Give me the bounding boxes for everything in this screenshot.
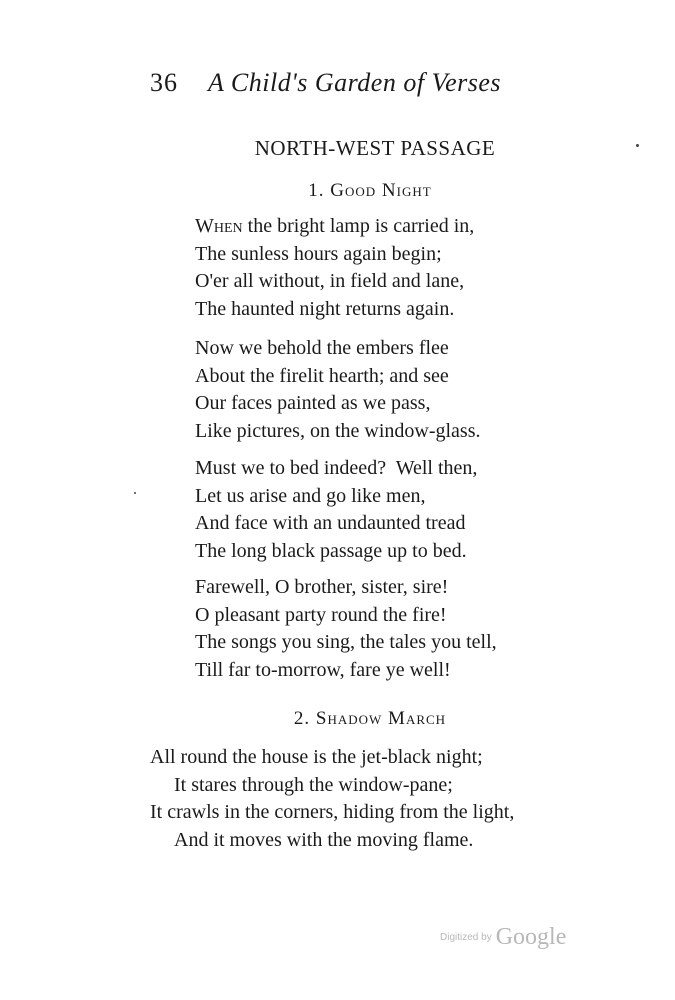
ink-speck [636,144,639,147]
page-number: 36 [150,68,178,97]
poem-title: NORTH-WEST PASSAGE [254,136,496,160]
stanza-line: It crawls in the corners, hiding from the light, [150,801,515,823]
digitized-watermark [440,924,566,951]
stanza-line: Our faces painted as we pass, [195,392,431,414]
stanza-line: The songs you sing, the tales you tell, [195,631,497,653]
stanza-3 [195,455,575,565]
stanza-line: Must we to bed indeed? Well then, [195,457,478,479]
stanza-line: It stares through the window-pane; [174,773,453,796]
stanza-2 [195,335,575,445]
stanza-line: O pleasant party round the fire! [195,603,447,626]
stanza-line: The sunless hours again begin; [195,242,442,265]
stanza-lead-word: When [195,215,243,237]
google-logo: Google [495,924,567,950]
section-heading-good-night: 1. Good Night [308,180,432,201]
stanza-line: About the firelit hearth; and see [195,364,449,387]
stanza-line: Now we behold the embers flee [195,337,449,359]
stanza-line: Let us arise and go like men, [195,484,426,507]
stanza-line [195,213,575,241]
stanza-line: Till far to-morrow, fare ye well! [195,658,451,681]
watermark-prefix: Digitized by [440,932,492,943]
stanza-line: All round the house is the jet-black night; [150,746,483,768]
section-heading-shadow-march: 2. Shadow March [293,708,447,729]
book-title: A Child's Garden of Verses [208,68,502,97]
stanza-line: And face with an undaunted tread [195,512,466,534]
ink-speck [134,492,136,494]
stanza-line: O'er all without, in field and lane, [195,270,465,292]
stanza-line: The long black passage up to bed. [195,539,467,562]
stanza-line: The haunted night returns again. [195,297,455,320]
running-header [150,68,540,102]
stanza-line-text: the bright lamp is carried in, [242,215,475,237]
stanza-line: Like pictures, on the window-glass. [195,419,481,442]
stanza-line: Farewell, O brother, sister, sire! [195,576,449,598]
stanza-4 [195,574,575,684]
stanza-1 [195,213,575,323]
shadow-march-stanza [150,744,620,854]
stanza-line: And it moves with the moving flame. [174,828,474,851]
